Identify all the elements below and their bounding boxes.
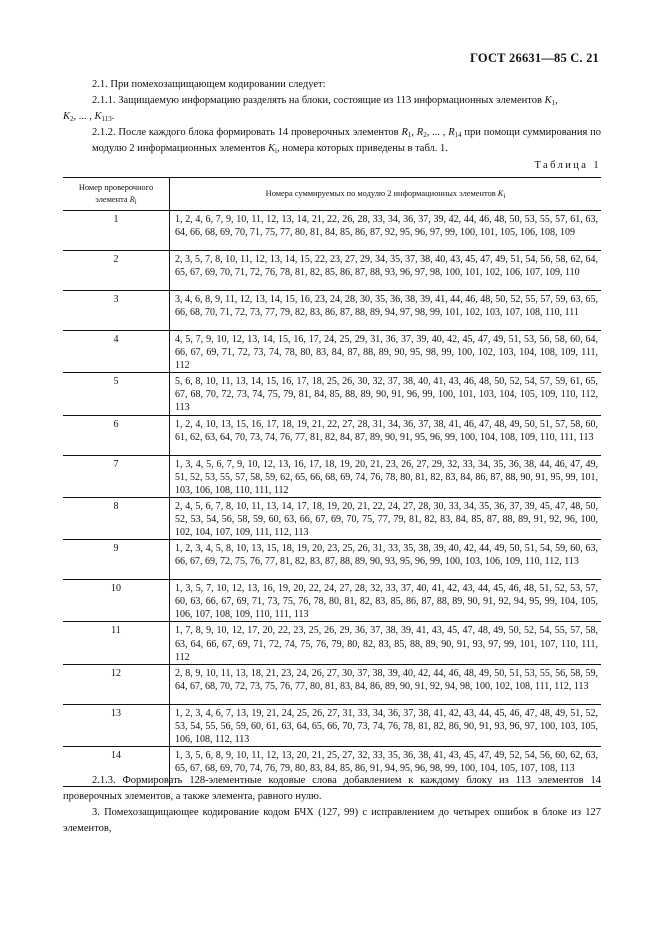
period: .: [111, 111, 115, 122]
paragraph-2-1: 2.1. При помехозащищающем кодировании следует:: [92, 79, 326, 90]
subscript: 1: [407, 131, 412, 139]
table-row: [63, 704, 601, 746]
check-element-number: 7: [63, 455, 170, 497]
check-element-number: 11: [63, 622, 170, 664]
column-header-check-number: [63, 178, 170, 211]
check-element-number: 10: [63, 580, 170, 622]
header-line-1: Номер проверочного: [78, 183, 154, 192]
paragraph-2-1-1-text: 2.1.1. Защищаемую информацию разделять на блоки, состоящие из 113 информационных элементов: [92, 95, 545, 106]
table-row: [63, 664, 601, 704]
summed-element-numbers: 1, 3, 5, 7, 10, 12, 13, 16, 19, 20, 22, 24, 27, 28, 32, 33, 37, 40, 41, 42, 43, 44, 45, 46, 48, 51, 52, 53, 57, 60, 63, 66, 67, 69, 71, 73, 75, 76, 78, 80, 81, 82, 83, 85, 86, 87, 88, 89, 90, 91, 92, 94, 95, 99, 104, 105, 106, 107, 108, 109, 110, 111, 113: [170, 580, 602, 622]
subscript: i: [134, 198, 137, 206]
outro-text: [63, 773, 601, 837]
check-element-number: 6: [63, 415, 170, 455]
table-row: [63, 497, 601, 539]
column-header-summed-numbers: [170, 178, 602, 211]
paragraph-2-1-3: 2.1.3. Формировать 128-элементные кодовые слова добавлением к каждому блоку из 113 элементов 14 проверочных элементов, а также элемента, равного нулю.: [63, 775, 601, 802]
subscript: i: [503, 192, 506, 200]
summed-element-numbers: 1, 7, 8, 9, 10, 12, 17, 20, 22, 23, 25, 26, 29, 36, 37, 38, 39, 41, 43, 45, 47, 48, 49, 50, 52, 54, 55, 57, 58, 63, 64, 66, 67, 69, 71, 72, 74, 75, 76, 79, 80, 82, 83, 85, 88, 89, 90, 91, 93, 97, 99, 101, 107, 110, 111, 112: [170, 622, 602, 664]
check-element-number: 12: [63, 664, 170, 704]
subscript: 14: [454, 131, 462, 139]
table-row: [63, 251, 601, 291]
subscript: 2: [70, 115, 74, 123]
summed-element-numbers: 1, 2, 4, 6, 7, 9, 10, 11, 12, 13, 14, 21, 22, 26, 28, 33, 34, 36, 37, 39, 42, 44, 46, 48, 50, 53, 55, 57, 61, 63, 64, 66, 68, 69, 70, 71, 75, 77, 80, 81, 84, 85, 86, 87, 92, 95, 96, 97, 99, 100, 101, 105, 106, 108, 109: [170, 211, 602, 251]
symbol-r: R: [401, 127, 408, 138]
ellipsis: , ... ,: [426, 127, 449, 138]
intro-text: [63, 77, 602, 157]
paragraph-2-1-1: 2.1.1. Защищаемую информацию разделять на блоки, состоящие из 113 информационных элементов $K_1$,: [92, 95, 558, 107]
page-header: ГОСТ 26631—85 С. 21: [470, 51, 599, 65]
summed-element-numbers: 1, 3, 5, 6, 8, 9, 10, 11, 12, 13, 20, 21, 25, 27, 32, 33, 35, 36, 38, 41, 43, 45, 47, 49, 52, 54, 56, 60, 62, 63, 65, 67, 68, 69, 70, 74, 76, 79, 80, 83, 84, 85, 86, 91, 94, 95, 96, 98, 99, 100, 104, 105, 107, 108, 113: [170, 746, 602, 786]
check-element-number: 9: [63, 540, 170, 580]
check-element-number: 3: [63, 291, 170, 331]
table-row: [63, 455, 601, 497]
check-element-number: 1: [63, 211, 170, 251]
summed-element-numbers: 2, 4, 5, 6, 7, 8, 10, 11, 13, 14, 17, 18, 19, 20, 21, 22, 24, 27, 28, 30, 33, 34, 35, 36, 37, 39, 45, 47, 48, 50, 52, 53, 54, 56, 58, 59, 60, 63, 66, 67, 69, 70, 75, 77, 79, 81, 82, 83, 84, 85, 87, 88, 89, 91, 92, 96, 100, 102, 104, 107, 109, 111, 112, 113: [170, 497, 602, 539]
check-element-number: 8: [63, 497, 170, 539]
table-header-row: [63, 178, 601, 211]
check-element-number: 2: [63, 251, 170, 291]
symbol-r: R: [448, 127, 455, 138]
summed-element-numbers: 1, 2, 3, 4, 5, 8, 10, 13, 15, 18, 19, 20, 23, 25, 26, 31, 33, 35, 38, 39, 40, 42, 44, 49, 50, 51, 54, 59, 60, 63, 66, 67, 69, 72, 75, 76, 77, 81, 82, 83, 87, 88, 89, 90, 93, 95, 96, 99, 100, 103, 106, 109, 110, 112, 113: [170, 540, 602, 580]
table-body: [63, 211, 601, 787]
paragraph-2-1-2-text-c: , номера которых приведены в табл. 1.: [276, 143, 448, 154]
symbol-k: K: [497, 189, 504, 198]
table-row: [63, 291, 601, 331]
paragraph-2-1-2: 2.1.2. После каждого блока формировать 14 проверочных элементов $R_1$, $R_2$, ... , $R_{14}$ при помощи суммирования по модулю 2 информационных элементов $K_i$, номера которых приведены в табл. 1.: [92, 127, 602, 155]
table-row: [63, 580, 601, 622]
subscript: 2: [423, 131, 427, 139]
table-row: [63, 415, 601, 455]
subscript: 1: [551, 99, 556, 107]
paragraph-2-1-2-text: 2.1.2. После каждого блока формировать 14 проверочных элементов: [92, 127, 402, 138]
summed-element-numbers: 1, 3, 4, 5, 6, 7, 9, 10, 12, 13, 16, 17, 18, 19, 20, 21, 23, 26, 27, 29, 32, 33, 34, 35, 36, 38, 44, 46, 47, 49, 51, 52, 53, 55, 57, 58, 59, 62, 65, 66, 68, 69, 74, 76, 78, 80, 81, 82, 83, 84, 86, 87, 88, 90, 91, 95, 99, 101, 103, 106, 108, 110, 111, 112: [170, 455, 602, 497]
symbol-k: K: [63, 111, 71, 122]
symbol-k: K: [94, 111, 102, 122]
check-element-number: 4: [63, 331, 170, 373]
table-row: [63, 331, 601, 373]
paragraph-3: 3. Помехозащищающее кодирование кодом БЧХ (127, 99) с исправлением до четырех ошибок в блоке из 127 элементов,: [63, 807, 601, 834]
check-elements-table: [63, 177, 601, 787]
check-element-number: 13: [63, 704, 170, 746]
table-row: [63, 373, 601, 415]
symbol-k: K: [544, 95, 552, 106]
summed-element-numbers: 5, 6, 8, 10, 11, 13, 14, 15, 16, 17, 18, 25, 26, 30, 32, 37, 38, 40, 41, 43, 46, 48, 50, 52, 54, 57, 59, 61, 65, 67, 68, 70, 72, 73, 74, 75, 79, 81, 84, 85, 88, 89, 90, 91, 96, 99, 100, 101, 103, 104, 105, 109, 110, 112, 113: [170, 373, 602, 415]
paragraph-2-1-2-text-b: при помощи суммирования по модулю 2 информационных элементов: [92, 127, 602, 154]
subscript: 113: [101, 115, 112, 123]
summed-element-numbers: 4, 5, 7, 9, 10, 12, 13, 14, 15, 16, 17, 24, 25, 29, 31, 36, 37, 39, 40, 42, 45, 47, 49, 51, 53, 56, 58, 60, 64, 66, 67, 69, 71, 72, 73, 74, 78, 80, 83, 84, 87, 88, 89, 90, 95, 98, 99, 100, 102, 103, 104, 108, 109, 111, 112: [170, 331, 602, 373]
table-row: [63, 622, 601, 664]
header-line-2: элемента: [95, 195, 130, 204]
check-element-number: 14: [63, 746, 170, 786]
summed-element-numbers: 2, 3, 5, 7, 8, 10, 11, 12, 13, 14, 15, 22, 23, 27, 29, 34, 35, 37, 38, 40, 43, 45, 47, 49, 51, 54, 56, 58, 62, 64, 65, 67, 69, 70, 71, 72, 76, 78, 81, 82, 85, 86, 87, 88, 93, 96, 97, 98, 100, 101, 102, 106, 107, 109, 110: [170, 251, 602, 291]
ellipsis: , ... ,: [73, 111, 95, 122]
summed-element-numbers: 1, 2, 3, 4, 6, 7, 13, 19, 21, 24, 25, 26, 27, 31, 33, 34, 36, 37, 38, 41, 42, 43, 44, 45, 46, 47, 48, 49, 51, 52, 53, 54, 55, 56, 59, 60, 61, 63, 64, 65, 66, 70, 73, 74, 76, 78, 81, 82, 86, 90, 91, 93, 96, 97, 100, 103, 105, 106, 108, 112, 113: [170, 704, 602, 746]
table-row: [63, 211, 601, 251]
symbol-k: K: [268, 143, 276, 154]
symbol-r: R: [416, 127, 424, 138]
paragraph-2-1-1-cont: [63, 109, 601, 125]
header-text: Номера суммируемых по модулю 2 информационных элементов: [265, 189, 498, 198]
table-row: [63, 540, 601, 580]
table-caption: Таблица 1: [534, 160, 601, 171]
check-element-number: 5: [63, 373, 170, 415]
symbol-r: R: [129, 195, 135, 204]
summed-element-numbers: 1, 2, 4, 10, 13, 15, 16, 17, 18, 19, 21, 22, 27, 28, 31, 34, 36, 37, 38, 41, 46, 47, 48, 49, 50, 51, 57, 58, 60, 61, 62, 63, 64, 70, 73, 74, 76, 77, 81, 82, 84, 87, 89, 90, 91, 95, 96, 99, 100, 104, 108, 109, 110, 111, 113: [170, 415, 602, 455]
summed-element-numbers: 2, 8, 9, 10, 11, 13, 18, 21, 23, 24, 26, 27, 30, 37, 38, 39, 40, 42, 44, 46, 48, 49, 50, 51, 53, 55, 56, 58, 59, 64, 67, 68, 70, 72, 73, 75, 76, 77, 80, 81, 83, 84, 86, 89, 90, 91, 92, 94, 98, 100, 102, 108, 111, 112, 113: [170, 664, 602, 704]
subscript: i: [275, 147, 277, 155]
summed-element-numbers: 3, 4, 6, 8, 9, 11, 12, 13, 14, 15, 16, 23, 24, 28, 30, 35, 36, 38, 39, 41, 44, 46, 48, 50, 52, 55, 57, 59, 63, 65, 66, 68, 70, 71, 72, 73, 77, 79, 82, 83, 86, 87, 88, 89, 94, 97, 98, 99, 101, 102, 103, 107, 108, 110, 111: [170, 291, 602, 331]
